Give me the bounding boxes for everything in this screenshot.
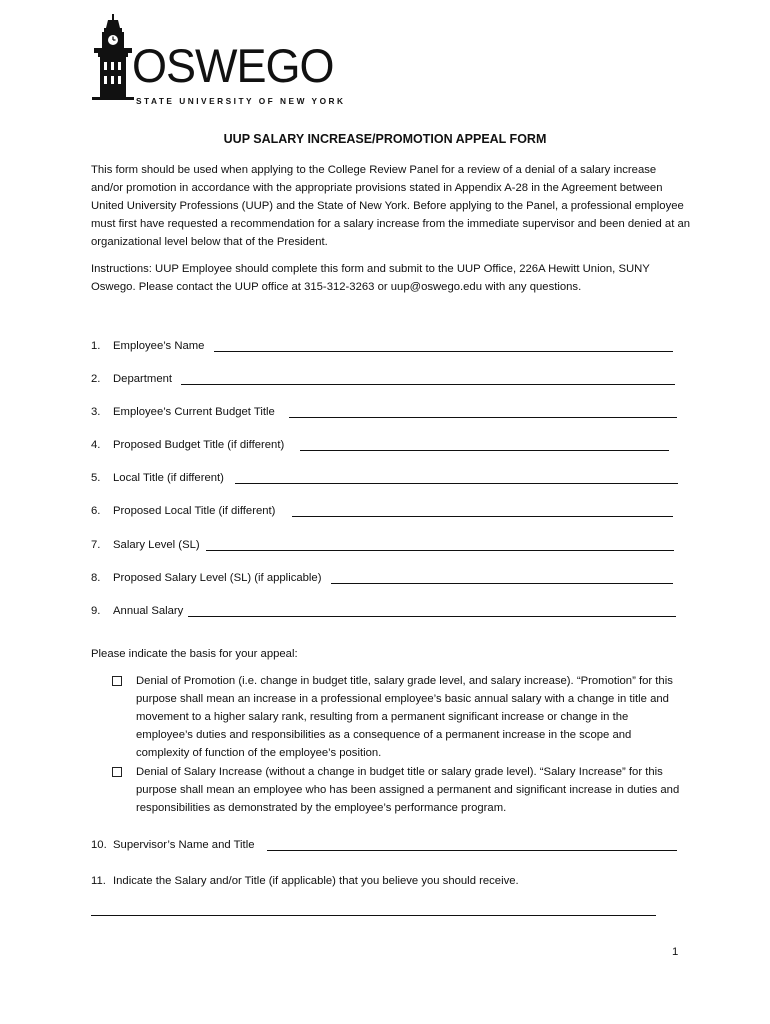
local-title-line[interactable]: [235, 483, 678, 484]
promotion-checkbox[interactable]: [112, 676, 122, 686]
option-denial-of-promotion: [112, 672, 684, 762]
field-number: 7.: [91, 539, 101, 551]
instructions-paragraph: Instructions: UUP Employee should complete this form and submit to the UUP Office, 226A Hewitt Union, SUNY Oswego. Please contact the UUP office at 315-312-3263 or uup@oswego.edu with any questions.: [91, 263, 650, 293]
field-label: Employee’s Name: [113, 340, 205, 352]
clock-tower-icon: [90, 14, 138, 100]
field-label: Local Title (if different): [113, 472, 224, 484]
annual-salary-line[interactable]: [188, 616, 676, 617]
desired-salary-title-line[interactable]: [91, 915, 656, 916]
field-number: 6.: [91, 505, 101, 517]
logo-wordmark: OSWEGO: [132, 38, 334, 93]
field-number: 11.: [91, 875, 106, 887]
option-denial-of-salary-increase: [112, 763, 684, 819]
field-number: 3.: [91, 406, 101, 418]
field-label: Proposed Salary Level (SL) (if applicable): [113, 572, 322, 584]
field-label: Supervisor’s Name and Title: [113, 839, 255, 851]
proposed-local-title-line[interactable]: [292, 516, 673, 517]
field-label: Indicate the Salary and/or Title (if applicable) that you believe you should receive.: [113, 875, 519, 887]
basis-prompt: Please indicate the basis for your appeal:: [91, 648, 298, 660]
field-label: Proposed Budget Title (if different): [113, 439, 285, 451]
field-number: 8.: [91, 572, 101, 584]
salary-increase-checkbox[interactable]: [112, 767, 122, 777]
proposed-budget-title-line[interactable]: [300, 450, 669, 451]
employee-name-line[interactable]: [214, 351, 673, 352]
page-number: 1: [672, 946, 679, 958]
field-label: Annual Salary: [113, 605, 184, 617]
field-label: Department: [113, 373, 173, 385]
field-label: Proposed Local Title (if different): [113, 505, 276, 517]
field-label: Employee’s Current Budget Title: [113, 406, 275, 418]
department-line[interactable]: [181, 384, 675, 385]
field-number: 5.: [91, 472, 101, 484]
field-number: 2.: [91, 373, 101, 385]
field-number: 9.: [91, 605, 101, 617]
form-title: UUP SALARY INCREASE/PROMOTION APPEAL FORM: [223, 132, 547, 146]
field-desired-salary-title: [91, 873, 681, 889]
intro-paragraph: This form should be used when applying to the College Review Panel for a review of a denial of a salary increase and/or promotion in accordance with the appropriate provisions stated in Appendix A-28 in the Agreement between United University Professions (UUP) and the State of New York. Before applying to the Panel, a professional employee must first have requested a recommendation for a salary increase from the immediate supervisor and been denied at an organizational level below that of the President.: [91, 164, 691, 248]
proposed-salary-level-line[interactable]: [331, 583, 673, 584]
current-budget-title-line[interactable]: [289, 417, 677, 418]
option-text: Denial of Salary Increase (without a change in budget title or salary grade level). “Salary Increase” for this purpose shall mean an employee who has been assigned a permanent and significant increase in duties and responsibilities as demonstrated by the employee’s performance program.: [136, 766, 680, 814]
field-number: 4.: [91, 439, 101, 451]
oswego-logo: [90, 14, 346, 106]
field-number: 10.: [91, 839, 107, 851]
field-label: Salary Level (SL): [113, 539, 200, 551]
logo-subtitle: STATE UNIVERSITY OF NEW YORK: [136, 96, 346, 106]
supervisor-line[interactable]: [267, 850, 677, 851]
option-text: Denial of Promotion (i.e. change in budget title, salary grade level, and salary increase). “Promotion” for this purpose shall mean an increase in a professional employee’s basic annual salary with a change in title and movement to a higher salary rank, resulting from a permanent significant increase or change in the employee’s duties and responsibilities as a consequence of a permanent increase in the scope and complexity of function of the employee’s position.: [136, 675, 673, 759]
salary-level-line[interactable]: [206, 550, 674, 551]
field-number: 1.: [91, 340, 101, 352]
